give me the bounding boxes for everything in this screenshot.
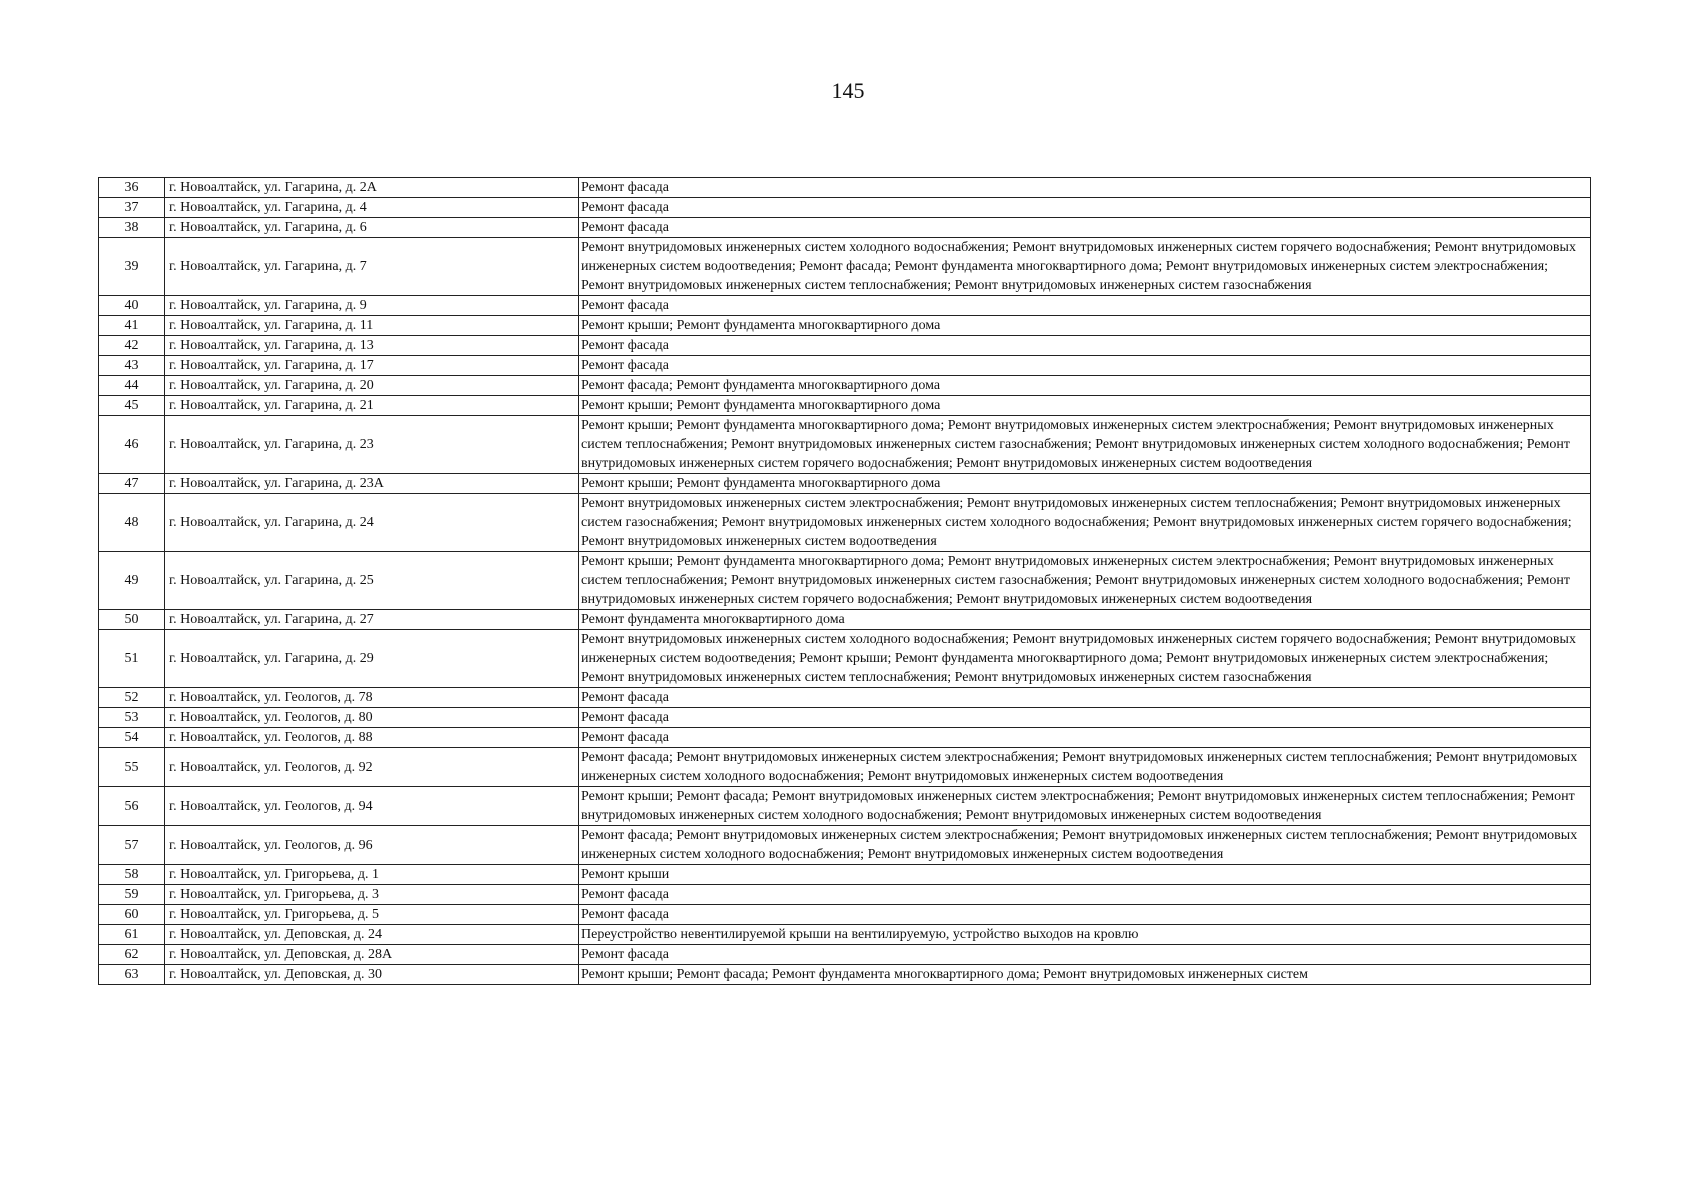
row-number-cell: 60 xyxy=(99,905,165,925)
works-cell: Ремонт внутридомовых инженерных систем холодного водоснабжения; Ремонт внутридомовых инженерных систем горячего водоснабжения; Ремонт внутридомовых инженерных систем водоотведения; Ремонт фасада; Ремонт фундамента многоквартирного дома; Ремонт внутридомовых инженерных систем электроснабжения; Ремонт внутридомовых инженерных систем теплоснабжения; Ремонт внутридомовых инженерных систем газоснабжения xyxy=(579,238,1591,296)
row-number-cell: 54 xyxy=(99,728,165,748)
works-cell: Ремонт фасада xyxy=(579,885,1591,905)
works-cell: Ремонт крыши; Ремонт фундамента многоквартирного дома xyxy=(579,474,1591,494)
table-row xyxy=(99,610,1591,630)
table-row xyxy=(99,945,1591,965)
works-cell: Ремонт внутридомовых инженерных систем электроснабжения; Ремонт внутридомовых инженерных систем теплоснабжения; Ремонт внутридомовых инженерных систем газоснабжения; Ремонт внутридомовых инженерных систем холодного водоснабжения; Ремонт внутридомовых инженерных систем горячего водоснабжения; Ремонт внутридомовых инженерных систем водоотведения xyxy=(579,494,1591,552)
row-number-cell: 41 xyxy=(99,316,165,336)
table-row xyxy=(99,688,1591,708)
row-number-cell: 50 xyxy=(99,610,165,630)
works-cell: Ремонт крыши; Ремонт фундамента многоквартирного дома; Ремонт внутридомовых инженерных систем электроснабжения; Ремонт внутридомовых инженерных систем теплоснабжения; Ремонт внутридомовых инженерных систем газоснабжения; Ремонт внутридомовых инженерных систем холодного водоснабжения; Ремонт внутридомовых инженерных систем горячего водоснабжения; Ремонт внутридомовых инженерных систем водоотведения xyxy=(579,552,1591,610)
table-row xyxy=(99,198,1591,218)
works-cell: Ремонт крыши; Ремонт фундамента многоквартирного дома xyxy=(579,396,1591,416)
table-row xyxy=(99,826,1591,865)
table-row xyxy=(99,178,1591,198)
address-cell: г. Новоалтайск, ул. Гагарина, д. 2А xyxy=(165,178,579,198)
row-number-cell: 38 xyxy=(99,218,165,238)
address-cell: г. Новоалтайск, ул. Геологов, д. 88 xyxy=(165,728,579,748)
works-cell: Ремонт крыши; Ремонт фундамента многоквартирного дома; Ремонт внутридомовых инженерных систем электроснабжения; Ремонт внутридомовых инженерных систем теплоснабжения; Ремонт внутридомовых инженерных систем газоснабжения; Ремонт внутридомовых инженерных систем холодного водоснабжения; Ремонт внутридомовых инженерных систем горячего водоснабжения; Ремонт внутридомовых инженерных систем водоотведения xyxy=(579,416,1591,474)
works-cell: Ремонт крыши; Ремонт фундамента многоквартирного дома xyxy=(579,316,1591,336)
works-cell: Ремонт фасада xyxy=(579,218,1591,238)
address-cell: г. Новоалтайск, ул. Гагарина, д. 4 xyxy=(165,198,579,218)
table-row xyxy=(99,474,1591,494)
row-number-cell: 63 xyxy=(99,965,165,985)
works-cell: Ремонт фасада xyxy=(579,688,1591,708)
address-cell: г. Новоалтайск, ул. Геологов, д. 94 xyxy=(165,787,579,826)
address-cell: г. Новоалтайск, ул. Гагарина, д. 23 xyxy=(165,416,579,474)
row-number-cell: 61 xyxy=(99,925,165,945)
address-cell: г. Новоалтайск, ул. Гагарина, д. 25 xyxy=(165,552,579,610)
works-cell: Ремонт фасада xyxy=(579,945,1591,965)
page-number: 145 xyxy=(831,78,865,103)
works-cell: Ремонт фасада; Ремонт внутридомовых инженерных систем электроснабжения; Ремонт внутридомовых инженерных систем теплоснабжения; Ремонт внутридомовых инженерных систем холодного водоснабжения; Ремонт внутридомовых инженерных систем водоотведения xyxy=(579,748,1591,787)
address-cell: г. Новоалтайск, ул. Григорьева, д. 1 xyxy=(165,865,579,885)
address-cell: г. Новоалтайск, ул. Григорьева, д. 3 xyxy=(165,885,579,905)
row-number-cell: 43 xyxy=(99,356,165,376)
row-number-cell: 51 xyxy=(99,630,165,688)
works-cell: Ремонт внутридомовых инженерных систем холодного водоснабжения; Ремонт внутридомовых инженерных систем горячего водоснабжения; Ремонт внутридомовых инженерных систем водоотведения; Ремонт крыши; Ремонт фундамента многоквартирного дома; Ремонт внутридомовых инженерных систем электроснабжения; Ремонт внутридомовых инженерных систем теплоснабжения; Ремонт внутридомовых инженерных систем газоснабжения xyxy=(579,630,1591,688)
row-number-cell: 59 xyxy=(99,885,165,905)
row-number-cell: 40 xyxy=(99,296,165,316)
address-cell: г. Новоалтайск, ул. Гагарина, д. 13 xyxy=(165,336,579,356)
address-cell: г. Новоалтайск, ул. Гагарина, д. 9 xyxy=(165,296,579,316)
works-cell: Ремонт фасада xyxy=(579,356,1591,376)
row-number-cell: 44 xyxy=(99,376,165,396)
address-cell: г. Новоалтайск, ул. Деповская, д. 30 xyxy=(165,965,579,985)
table-row xyxy=(99,630,1591,688)
address-cell: г. Новоалтайск, ул. Гагарина, д. 7 xyxy=(165,238,579,296)
table-row xyxy=(99,336,1591,356)
address-cell: г. Новоалтайск, ул. Гагарина, д. 17 xyxy=(165,356,579,376)
table-body xyxy=(99,178,1591,985)
table-row xyxy=(99,416,1591,474)
works-cell: Ремонт фасада; Ремонт фундамента многоквартирного дома xyxy=(579,376,1591,396)
address-cell: г. Новоалтайск, ул. Деповская, д. 28А xyxy=(165,945,579,965)
row-number-cell: 36 xyxy=(99,178,165,198)
table-row xyxy=(99,865,1591,885)
works-cell: Ремонт крыши xyxy=(579,865,1591,885)
address-cell: г. Новоалтайск, ул. Гагарина, д. 24 xyxy=(165,494,579,552)
table-row xyxy=(99,218,1591,238)
row-number-cell: 62 xyxy=(99,945,165,965)
table-row xyxy=(99,748,1591,787)
address-cell: г. Новоалтайск, ул. Гагарина, д. 11 xyxy=(165,316,579,336)
works-cell: Ремонт фасада xyxy=(579,905,1591,925)
address-cell: г. Новоалтайск, ул. Гагарина, д. 27 xyxy=(165,610,579,630)
row-number-cell: 53 xyxy=(99,708,165,728)
row-number-cell: 58 xyxy=(99,865,165,885)
table-row xyxy=(99,296,1591,316)
table-row xyxy=(99,238,1591,296)
address-cell: г. Новоалтайск, ул. Геологов, д. 96 xyxy=(165,826,579,865)
table-row xyxy=(99,494,1591,552)
address-cell: г. Новоалтайск, ул. Гагарина, д. 6 xyxy=(165,218,579,238)
table-row xyxy=(99,925,1591,945)
works-cell: Ремонт крыши; Ремонт фасада; Ремонт фундамента многоквартирного дома; Ремонт внутридомовых инженерных систем xyxy=(579,965,1591,985)
works-cell: Ремонт фасада xyxy=(579,296,1591,316)
row-number-cell: 49 xyxy=(99,552,165,610)
works-cell: Ремонт фасада xyxy=(579,728,1591,748)
repair-works-table xyxy=(98,177,1590,985)
address-cell: г. Новоалтайск, ул. Гагарина, д. 23А xyxy=(165,474,579,494)
works-cell: Переустройство невентилируемой крыши на вентилируемую, устройство выходов на кровлю xyxy=(579,925,1591,945)
address-cell: г. Новоалтайск, ул. Григорьева, д. 5 xyxy=(165,905,579,925)
works-cell: Ремонт фасада xyxy=(579,336,1591,356)
row-number-cell: 45 xyxy=(99,396,165,416)
table-row xyxy=(99,356,1591,376)
works-cell: Ремонт фасада; Ремонт внутридомовых инженерных систем электроснабжения; Ремонт внутридомовых инженерных систем теплоснабжения; Ремонт внутридомовых инженерных систем холодного водоснабжения; Ремонт внутридомовых инженерных систем водоотведения xyxy=(579,826,1591,865)
table-row xyxy=(99,708,1591,728)
row-number-cell: 46 xyxy=(99,416,165,474)
address-cell: г. Новоалтайск, ул. Гагарина, д. 29 xyxy=(165,630,579,688)
address-cell: г. Новоалтайск, ул. Геологов, д. 80 xyxy=(165,708,579,728)
table-row xyxy=(99,552,1591,610)
works-cell: Ремонт крыши; Ремонт фасада; Ремонт внутридомовых инженерных систем электроснабжения; Ремонт внутридомовых инженерных систем теплоснабжения; Ремонт внутридомовых инженерных систем холодного водоснабжения; Ремонт внутридомовых инженерных систем водоотведения xyxy=(579,787,1591,826)
row-number-cell: 52 xyxy=(99,688,165,708)
row-number-cell: 48 xyxy=(99,494,165,552)
row-number-cell: 42 xyxy=(99,336,165,356)
table-row xyxy=(99,316,1591,336)
works-cell: Ремонт фасада xyxy=(579,198,1591,218)
table-row xyxy=(99,396,1591,416)
table-row xyxy=(99,905,1591,925)
works-cell: Ремонт фундамента многоквартирного дома xyxy=(579,610,1591,630)
table-row xyxy=(99,787,1591,826)
table-row xyxy=(99,885,1591,905)
address-cell: г. Новоалтайск, ул. Геологов, д. 92 xyxy=(165,748,579,787)
address-cell: г. Новоалтайск, ул. Деповская, д. 24 xyxy=(165,925,579,945)
works-cell: Ремонт фасада xyxy=(579,708,1591,728)
works-cell: Ремонт фасада xyxy=(579,178,1591,198)
address-cell: г. Новоалтайск, ул. Гагарина, д. 21 xyxy=(165,396,579,416)
table-row xyxy=(99,376,1591,396)
row-number-cell: 55 xyxy=(99,748,165,787)
table-row xyxy=(99,965,1591,985)
table-row xyxy=(99,728,1591,748)
address-cell: г. Новоалтайск, ул. Гагарина, д. 20 xyxy=(165,376,579,396)
row-number-cell: 47 xyxy=(99,474,165,494)
row-number-cell: 37 xyxy=(99,198,165,218)
address-cell: г. Новоалтайск, ул. Геологов, д. 78 xyxy=(165,688,579,708)
row-number-cell: 57 xyxy=(99,826,165,865)
row-number-cell: 56 xyxy=(99,787,165,826)
row-number-cell: 39 xyxy=(99,238,165,296)
